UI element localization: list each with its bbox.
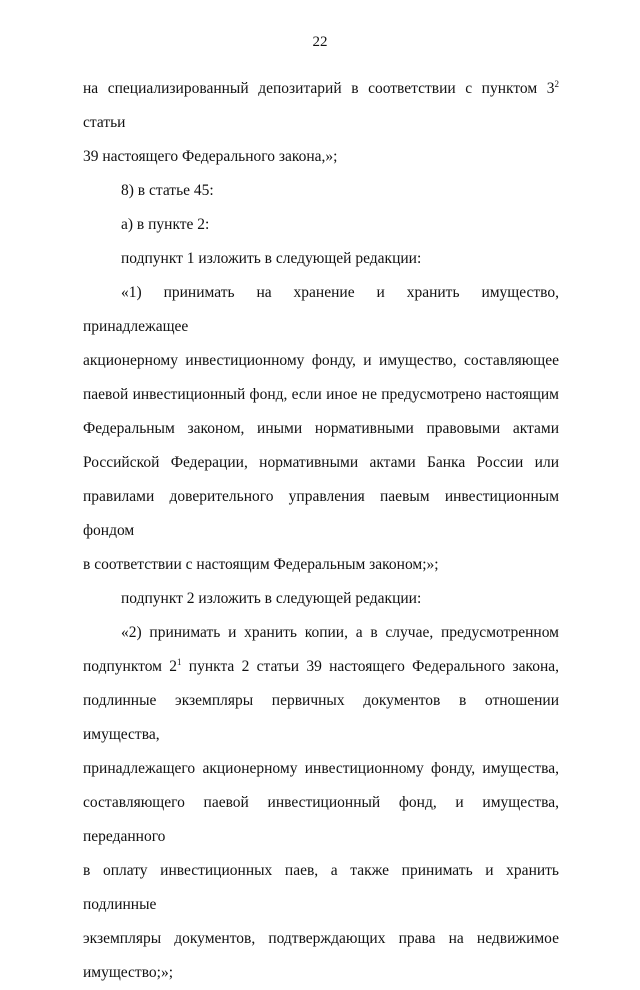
text-line xyxy=(83,650,559,684)
text-fragment: на специализированный депозитарий в соответствии с пунктом 3 xyxy=(83,80,555,97)
paragraph-subpoint-1-text xyxy=(83,276,559,582)
text-line: «1) принимать на хранение и хранить имущество, принадлежащее xyxy=(83,284,559,335)
text-line: правилами доверительного управления паевым инвестиционным фондом xyxy=(83,488,559,539)
text-fragment: пункта 2 статьи 39 настоящего Федерального закона, xyxy=(181,658,559,675)
text-line: в оплату инвестиционных паев, а также принимать и хранить подлинные xyxy=(83,862,559,913)
paragraph-article-45: 8) в статье 45: xyxy=(121,182,214,199)
text-line: в соответствии с настоящим Федеральным законом;»; xyxy=(83,556,439,573)
text-line: принадлежащего акционерному инвестиционному фонду, имущества, xyxy=(83,760,559,777)
text-line: составляющего паевой инвестиционный фонд, и имущества, переданного xyxy=(83,794,559,845)
superscript: 2 xyxy=(554,79,559,89)
text-fragment: подпунктом 2 xyxy=(83,658,178,675)
text-line: «2) принимать и хранить копии, а в случае, предусмотренном xyxy=(121,624,559,641)
paragraph-subpoint-2-text xyxy=(83,616,559,990)
document-body xyxy=(83,72,559,990)
text-fragment: статьи xyxy=(83,114,126,131)
page-number: 22 xyxy=(312,34,328,50)
paragraph-point-2: а) в пункте 2: xyxy=(121,216,210,233)
text-line: паевой инвестиционный фонд, если иное не предусмотрено настоящим xyxy=(83,386,559,403)
text-line xyxy=(83,72,559,140)
text-line: Федеральным законом, иными нормативными правовыми актами xyxy=(83,420,559,437)
text-line: акционерному инвестиционному фонду, и имущество, составляющее xyxy=(83,352,559,369)
paragraph-depositary xyxy=(83,72,559,174)
text-line: имущество;»; xyxy=(83,964,174,981)
text-line: 39 настоящего Федерального закона,»; xyxy=(83,148,338,165)
superscript: 1 xyxy=(177,657,182,667)
text-line: Российской Федерации, нормативными актами Банка России или xyxy=(83,454,559,471)
text-line: подлинные экземпляры первичных документов в отношении имущества, xyxy=(83,692,559,743)
text-line: экземпляры документов, подтверждающих права на недвижимое xyxy=(83,930,559,947)
paragraph-subpoint-2-intro: подпункт 2 изложить в следующей редакции: xyxy=(121,590,422,607)
paragraph-subpoint-1-intro: подпункт 1 изложить в следующей редакции: xyxy=(121,250,422,267)
